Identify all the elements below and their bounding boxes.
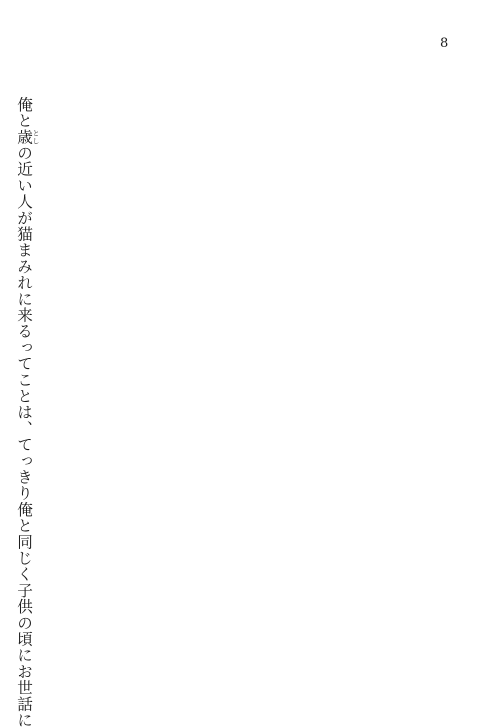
ruby-reading: とし: [32, 128, 40, 145]
vertical-text-body: [0, 80, 90, 728]
text-line: [11, 80, 40, 728]
text-segment: 俺と: [15, 80, 33, 129]
ruby-annotation: [15, 128, 40, 145]
ruby-base: 歳: [15, 128, 33, 145]
page-number: 8: [440, 36, 449, 51]
text-segment: の近い人が猫まみれに来るってことは、てっきり俺と同じく子供の頃にお世話に: [15, 144, 33, 728]
